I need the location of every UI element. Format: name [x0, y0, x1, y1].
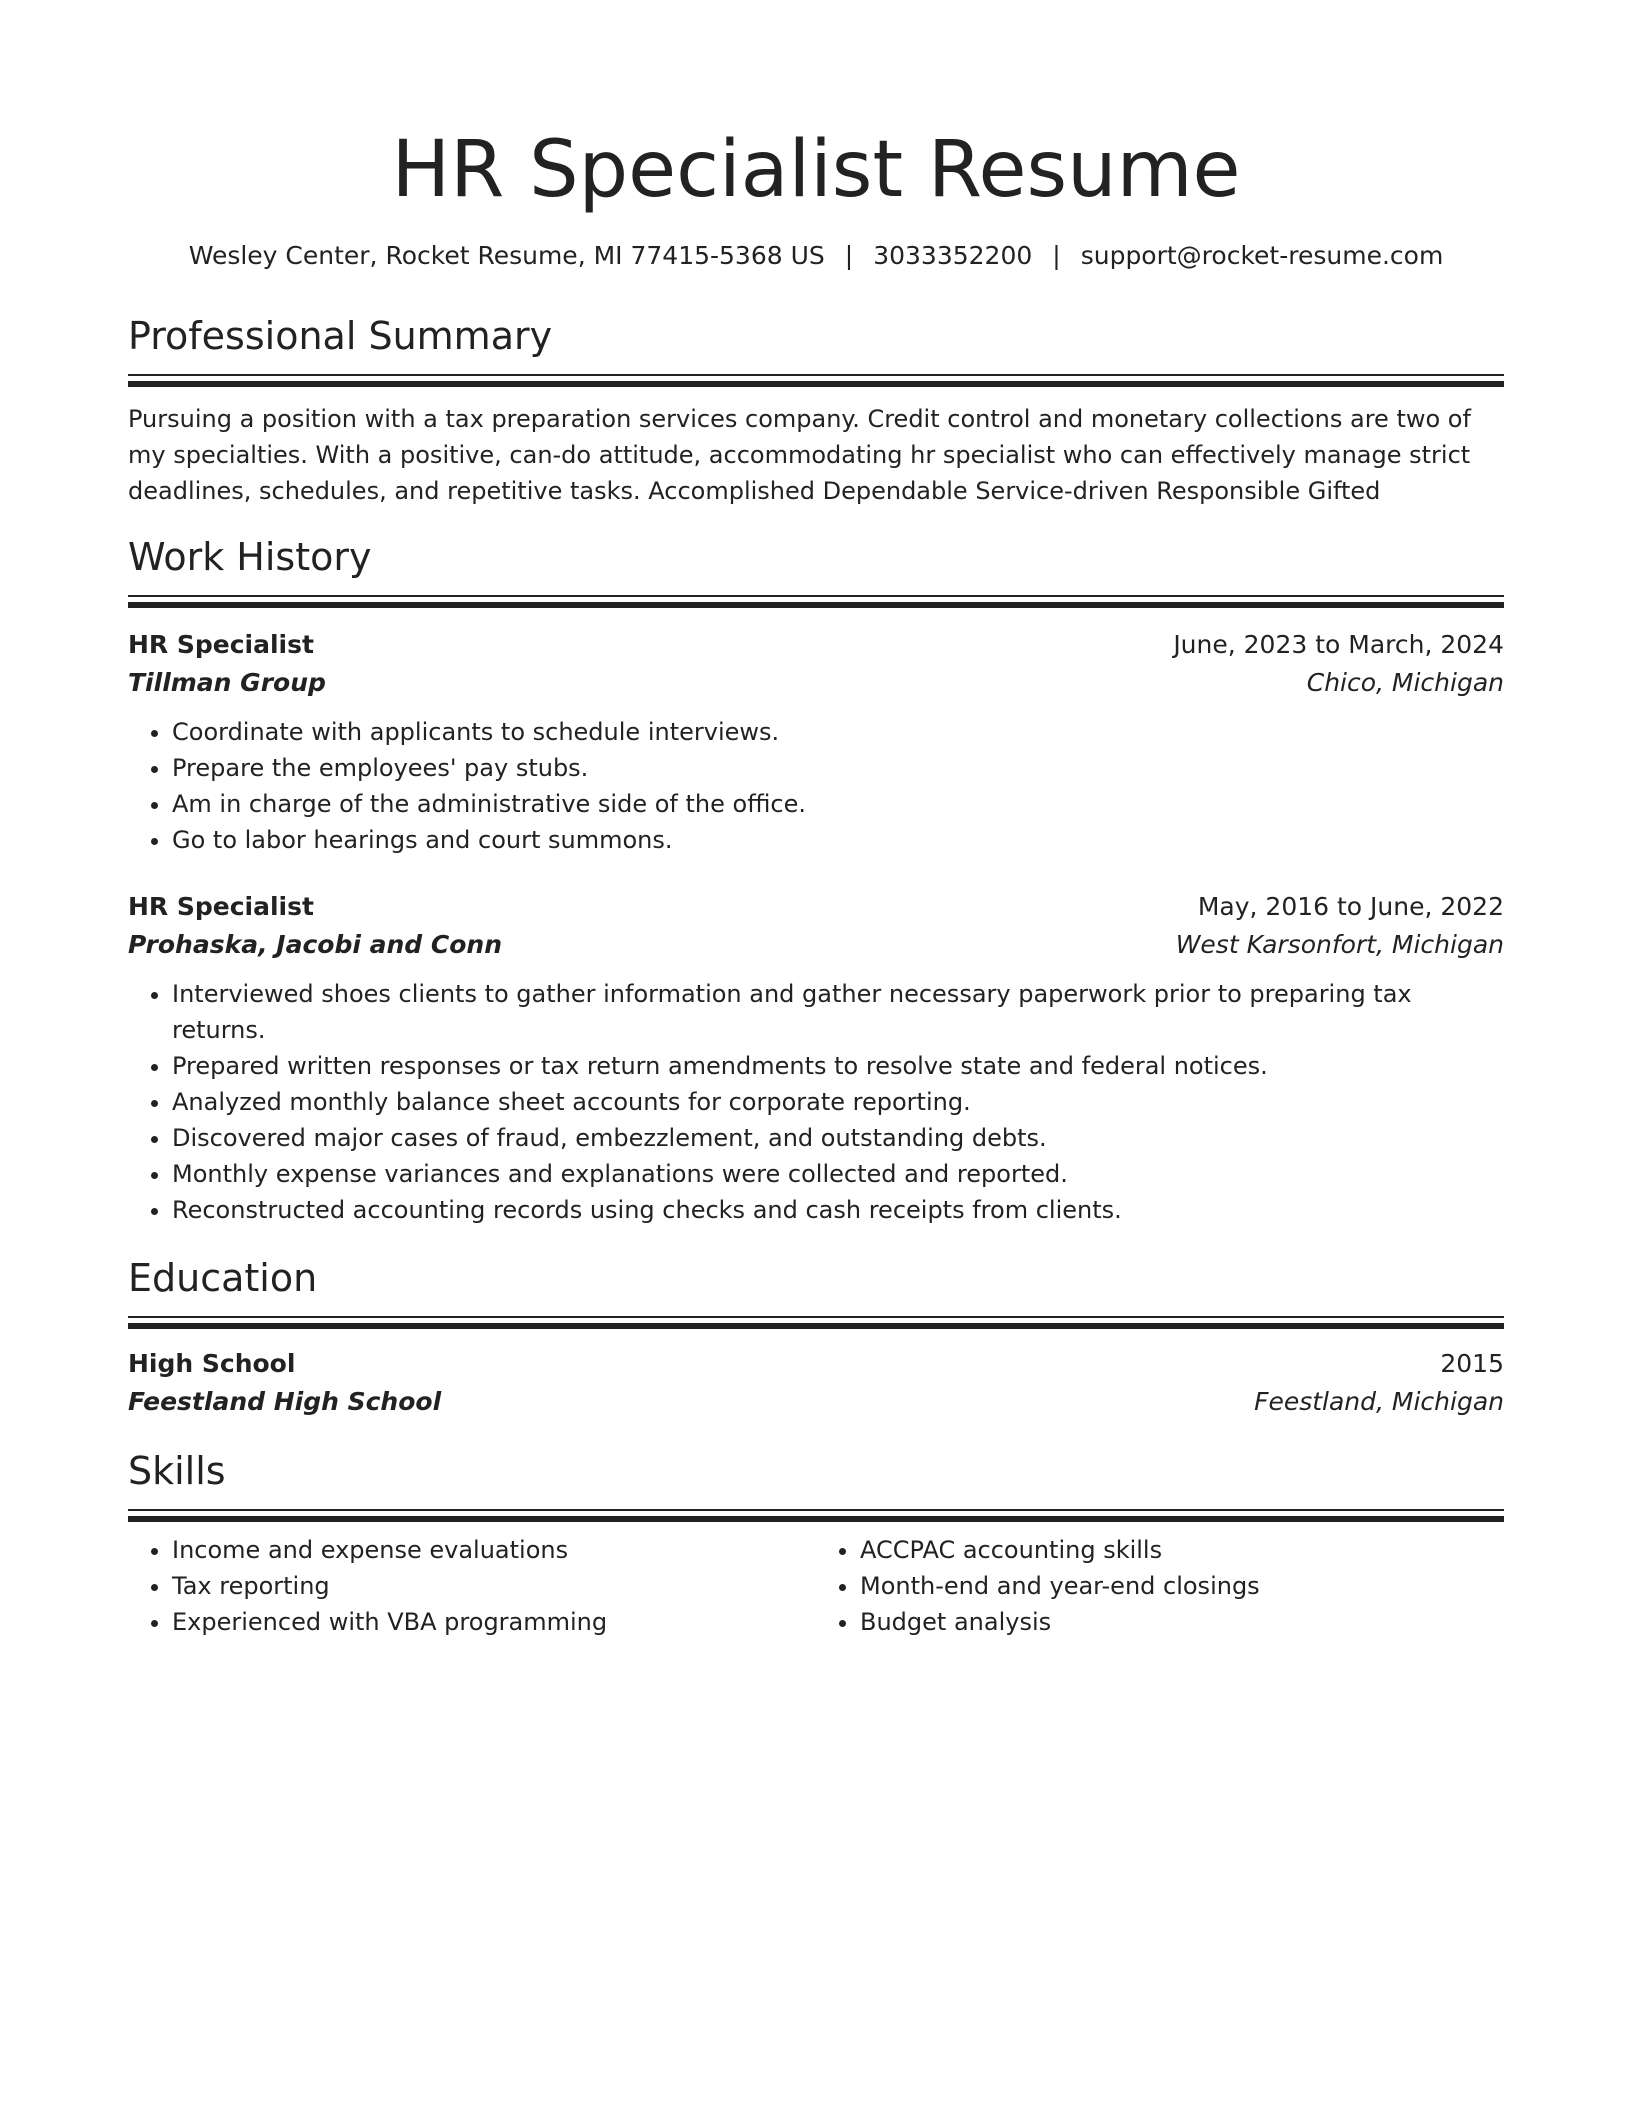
section-divider — [128, 1509, 1504, 1522]
section-title-skills: Skills — [128, 1449, 226, 1493]
section-divider — [128, 1316, 1504, 1329]
skills-list-left — [128, 1532, 816, 1640]
job-company: Prohaska, Jacobi and Conn — [128, 930, 503, 959]
summary-text: Pursuing a position with a tax preparation services company. Credit control and monetary collections are two of my specialties. With a positive, can-do attitude, accommodating hr specialist who can effectively manage strict deadlines, schedules, and repetitive tasks. Accomplished Dependable Service-driven Responsible Gifted — [128, 405, 1471, 505]
education-header-row — [128, 1345, 1504, 1383]
job-bullets — [128, 714, 1504, 858]
job-company-row — [128, 926, 1504, 964]
job-title: HR Specialist — [128, 892, 314, 921]
job-bullet: • Discovered major cases of fraud, embezzlement, and outstanding debts. — [172, 1120, 1504, 1156]
job-title: HR Specialist — [128, 630, 314, 659]
contact-separator: | — [1052, 241, 1061, 270]
job-bullet: • Prepare the employees' pay stubs. — [172, 750, 1504, 786]
job-bullets — [128, 976, 1504, 1228]
section-divider — [128, 374, 1504, 387]
job-dates: June, 2023 to March, 2024 — [1173, 630, 1504, 659]
education-section — [128, 1254, 1504, 1421]
work-history-section — [128, 533, 1504, 1228]
section-title-education: Education — [128, 1256, 318, 1300]
job-bullet: • Monthly expense variances and explanations were collected and reported. — [172, 1156, 1504, 1192]
job-bullet: • Analyzed monthly balance sheet accounts for corporate reporting. — [172, 1084, 1504, 1120]
summary-section — [128, 312, 1504, 509]
skill-item: • Income and expense evaluations — [172, 1532, 816, 1568]
contact-address: Wesley Center, Rocket Resume, MI 77415-5368 US — [188, 241, 825, 270]
section-title-summary: Professional Summary — [128, 314, 553, 358]
job-header-row — [128, 888, 1504, 926]
contact-line — [128, 238, 1504, 274]
section-title-work-history: Work History — [128, 535, 372, 579]
job-bullet: • Coordinate with applicants to schedule interviews. — [172, 714, 1504, 750]
skills-section — [128, 1447, 1504, 1640]
skill-item: • Month-end and year-end closings — [860, 1568, 1504, 1604]
contact-email: support@rocket-resume.com — [1080, 241, 1444, 270]
education-entry — [128, 1345, 1504, 1421]
job-company: Tillman Group — [128, 668, 326, 697]
skill-item: • Tax reporting — [172, 1568, 816, 1604]
education-year: 2015 — [1440, 1349, 1504, 1378]
job-dates: May, 2016 to June, 2022 — [1197, 892, 1504, 921]
job-company-row — [128, 664, 1504, 702]
job-entry — [128, 626, 1504, 858]
contact-separator: | — [844, 241, 854, 270]
job-bullet: • Reconstructed accounting records using checks and cash receipts from clients. — [172, 1192, 1504, 1228]
skills-list-right — [816, 1532, 1504, 1640]
job-header-row — [128, 626, 1504, 664]
job-bullet: • Go to labor hearings and court summons. — [172, 822, 1504, 858]
skill-item: • ACCPAC accounting skills — [860, 1532, 1504, 1568]
education-school: Feestland High School — [128, 1387, 442, 1416]
contact-phone: 3033352200 — [873, 241, 1033, 270]
skills-columns — [128, 1532, 1504, 1640]
education-school-row — [128, 1383, 1504, 1421]
resume-title: HR Specialist Resume — [391, 125, 1241, 215]
skill-item: • Experienced with VBA programming — [172, 1604, 816, 1640]
job-bullet: • Prepared written responses or tax return amendments to resolve state and federal notices. — [172, 1048, 1504, 1084]
job-entry — [128, 888, 1504, 1228]
job-bullet: • Am in charge of the administrative side of the office. — [172, 786, 1504, 822]
section-divider — [128, 595, 1504, 608]
job-bullet: • Interviewed shoes clients to gather information and gather necessary paperwork prior to preparing tax returns. — [172, 976, 1504, 1048]
job-location: West Karsonfort, Michigan — [1175, 930, 1504, 959]
skill-item: • Budget analysis — [860, 1604, 1504, 1640]
education-degree: High School — [128, 1349, 296, 1378]
job-location: Chico, Michigan — [1306, 668, 1504, 697]
education-location: Feestland, Michigan — [1254, 1387, 1504, 1416]
